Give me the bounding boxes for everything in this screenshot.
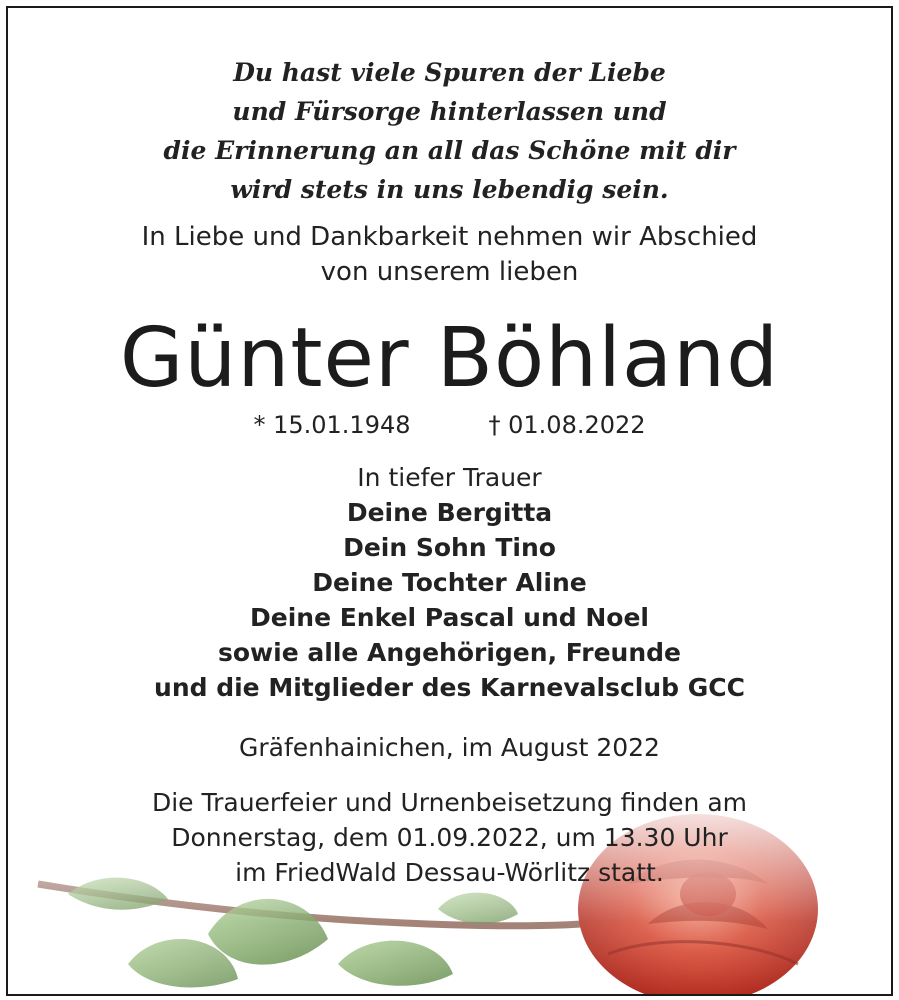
obituary-frame [6,6,893,996]
poem-line: und Fürsorge hinterlassen und [232,97,667,126]
mourner-name: sowie alle Angehörigen, Freunde [218,638,681,667]
intro-line: In Liebe und Dankbarkeit nehmen wir Abschied [141,222,758,252]
service-line: im FriedWald Dessau-Wörlitz statt. [235,858,664,887]
service-line: Die Trauerfeier und Urnenbeisetzung finden am [151,788,747,817]
funeral-service-info [8,785,891,890]
service-line: Donnerstag, dem 01.09.2022, um 13.30 Uhr [171,823,728,852]
mourner-name: und die Mitglieder des Karnevalsclub GCC [154,673,745,702]
poem-line: wird stets in uns lebendig sein. [230,175,669,204]
mourner-name: Dein Sohn Tino [343,533,556,562]
life-dates [8,407,891,443]
mourner-name: Deine Tochter Aline [312,568,587,597]
place-and-date: Gräfenhainichen, im August 2022 [239,733,660,762]
mourners-list [8,460,891,705]
mourner-name: Deine Bergitta [346,498,553,527]
deceased-name: Günter Böhland [119,311,780,406]
mourners-lead: In tiefer Trauer [357,463,542,492]
poem-line: Du hast viele Spuren der Liebe [233,58,666,87]
poem-line: die Erinnerung an all das Schöne mit dir [163,136,736,165]
intro-line: von unserem lieben [320,257,579,287]
birth-date: * 15.01.1948 [253,411,411,439]
mourner-name: Deine Enkel Pascal und Noel [250,603,649,632]
memorial-poem [8,53,891,209]
farewell-intro [8,220,891,290]
death-date: † 01.08.2022 [488,411,646,439]
